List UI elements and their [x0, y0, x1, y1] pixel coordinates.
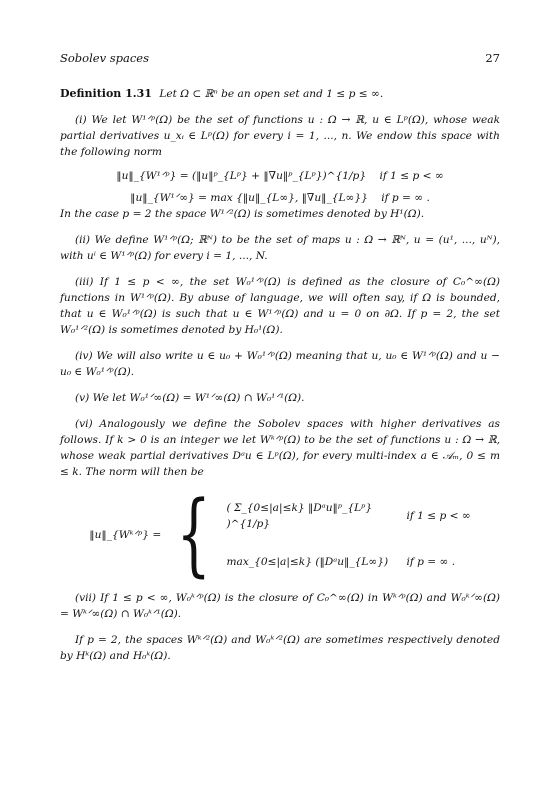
equation-cases — [226, 500, 470, 570]
running-head — [60, 51, 500, 65]
running-head-title: Sobolev spaces — [60, 51, 149, 65]
case-row-finite — [226, 500, 470, 532]
item-iii-text: (iii) If 1 ≤ p < ∞, the set W₀¹ᐟᵖ(Ω) is defined as the closure of C₀^∞(Ω) functions in W¹ᐟᵖ(Ω). By abuse of language, we will often say, if Ω is bounded, that u ∈ W₀¹ᐟᵖ(Ω) is such that u ∈ W¹ᐟᵖ(Ω) and u = 0 on ∂Ω. If p = 2, the set W₀¹ᐟ²(Ω) is sometimes denoted by H₀¹(Ω). — [60, 276, 500, 336]
item-i-text: (i) We let W¹ᐟᵖ(Ω) be the set of functions u : Ω → ℝ, u ∈ Lᵖ(Ω), whose weak partial derivatives u_xᵢ ∈ Lᵖ(Ω) for every i = 1, ..., n. We endow this space with the following norm — [60, 114, 500, 158]
equation-w1inf-norm-expr: ‖u‖_{W¹ᐟ∞} = max {‖u‖_{L∞}, ‖∇u‖_{L∞}} — [130, 192, 368, 204]
equation-w1p-norm-expr: ‖u‖_{W¹ᐟᵖ} = (‖u‖ᵖ_{Lᵖ} + ‖∇u‖ᵖ_{Lᵖ})^{1/p} — [116, 170, 367, 182]
item-vi-text: (vi) Analogously we define the Sobolev spaces with higher derivatives as follows. If k > 0 is an integer we let Wᵏᐟᵖ(Ω) to be the set of functions u : Ω → ℝ, whose weak partial derivatives Dᵃu ∈ Lᵖ(Ω), for every multi-index a ∈ 𝒜ₘ, 0 ≤ m ≤ k. The norm will then be — [60, 418, 500, 478]
case-infinite-condition: if p = ∞ . — [406, 556, 456, 568]
case-finite-condition: if 1 ≤ p < ∞ — [406, 510, 471, 522]
equation-w1inf-norm — [60, 190, 500, 206]
definition-label: Definition 1.31 — [60, 87, 152, 100]
item-iv-text: (iv) We will also write u ∈ u₀ + W₀¹ᐟᵖ(Ω) meaning that u, u₀ ∈ W¹ᐟᵖ(Ω) and u − u₀ ∈ W₀¹ᐟᵖ(Ω). — [60, 350, 500, 378]
item-vii-text: (vii) If 1 ≤ p < ∞, W₀ᵏᐟᵖ(Ω) is the closure of C₀^∞(Ω) in Wᵏᐟᵖ(Ω) and W₀ᵏᐟ∞(Ω) = Wᵏᐟ∞(Ω) ∩ W₀ᵏᐟ¹(Ω). — [60, 592, 500, 620]
equation-w1inf-norm-condition: if p = ∞ . — [381, 192, 430, 204]
case-finite-expr: ( Σ_{0≤|a|≤k} ‖Dᵃu‖ᵖ_{Lᵖ} )^{1/p} — [226, 502, 373, 530]
definition-intro: Let Ω ⊂ ℝⁿ be an open set and 1 ≤ p ≤ ∞. — [159, 88, 384, 100]
equation-wkp-norm — [60, 482, 500, 587]
definition-paragraph — [60, 86, 500, 102]
item-i-after: In the case p = 2 the space W¹ᐟ²(Ω) is sometimes denoted by H¹(Ω). — [60, 208, 425, 220]
case-row-infinite — [226, 554, 470, 570]
equation-wkp-lhs: ‖u‖_{Wᵏᐟᵖ} = — [89, 529, 162, 541]
page-body — [60, 86, 500, 664]
equation-w1p-norm — [60, 168, 500, 184]
equation-w1p-norm-condition: if 1 ≤ p < ∞ — [379, 170, 444, 182]
page-number: 27 — [485, 51, 500, 65]
closing-paragraph: If p = 2, the spaces Wᵏᐟ²(Ω) and W₀ᵏᐟ²(Ω) are sometimes respectively denoted by Hᵏ(Ω) and H₀ᵏ(Ω). — [60, 634, 500, 662]
item-v-text: (v) We let W₀¹ᐟ∞(Ω) = W¹ᐟ∞(Ω) ∩ W₀¹ᐟ¹(Ω). — [75, 392, 305, 404]
case-infinite-expr: max_{0≤|a|≤k} (‖Dᵃu‖_{L∞}) — [226, 556, 389, 568]
left-brace: { — [176, 482, 212, 587]
item-ii-text: (ii) We define W¹ᐟᵖ(Ω; ℝᴺ) to be the set of maps u : Ω → ℝᴺ, u = (u¹, ..., uᴺ), with uⁱ ∈ W¹ᐟᵖ(Ω) for every i = 1, ..., N. — [60, 234, 500, 262]
